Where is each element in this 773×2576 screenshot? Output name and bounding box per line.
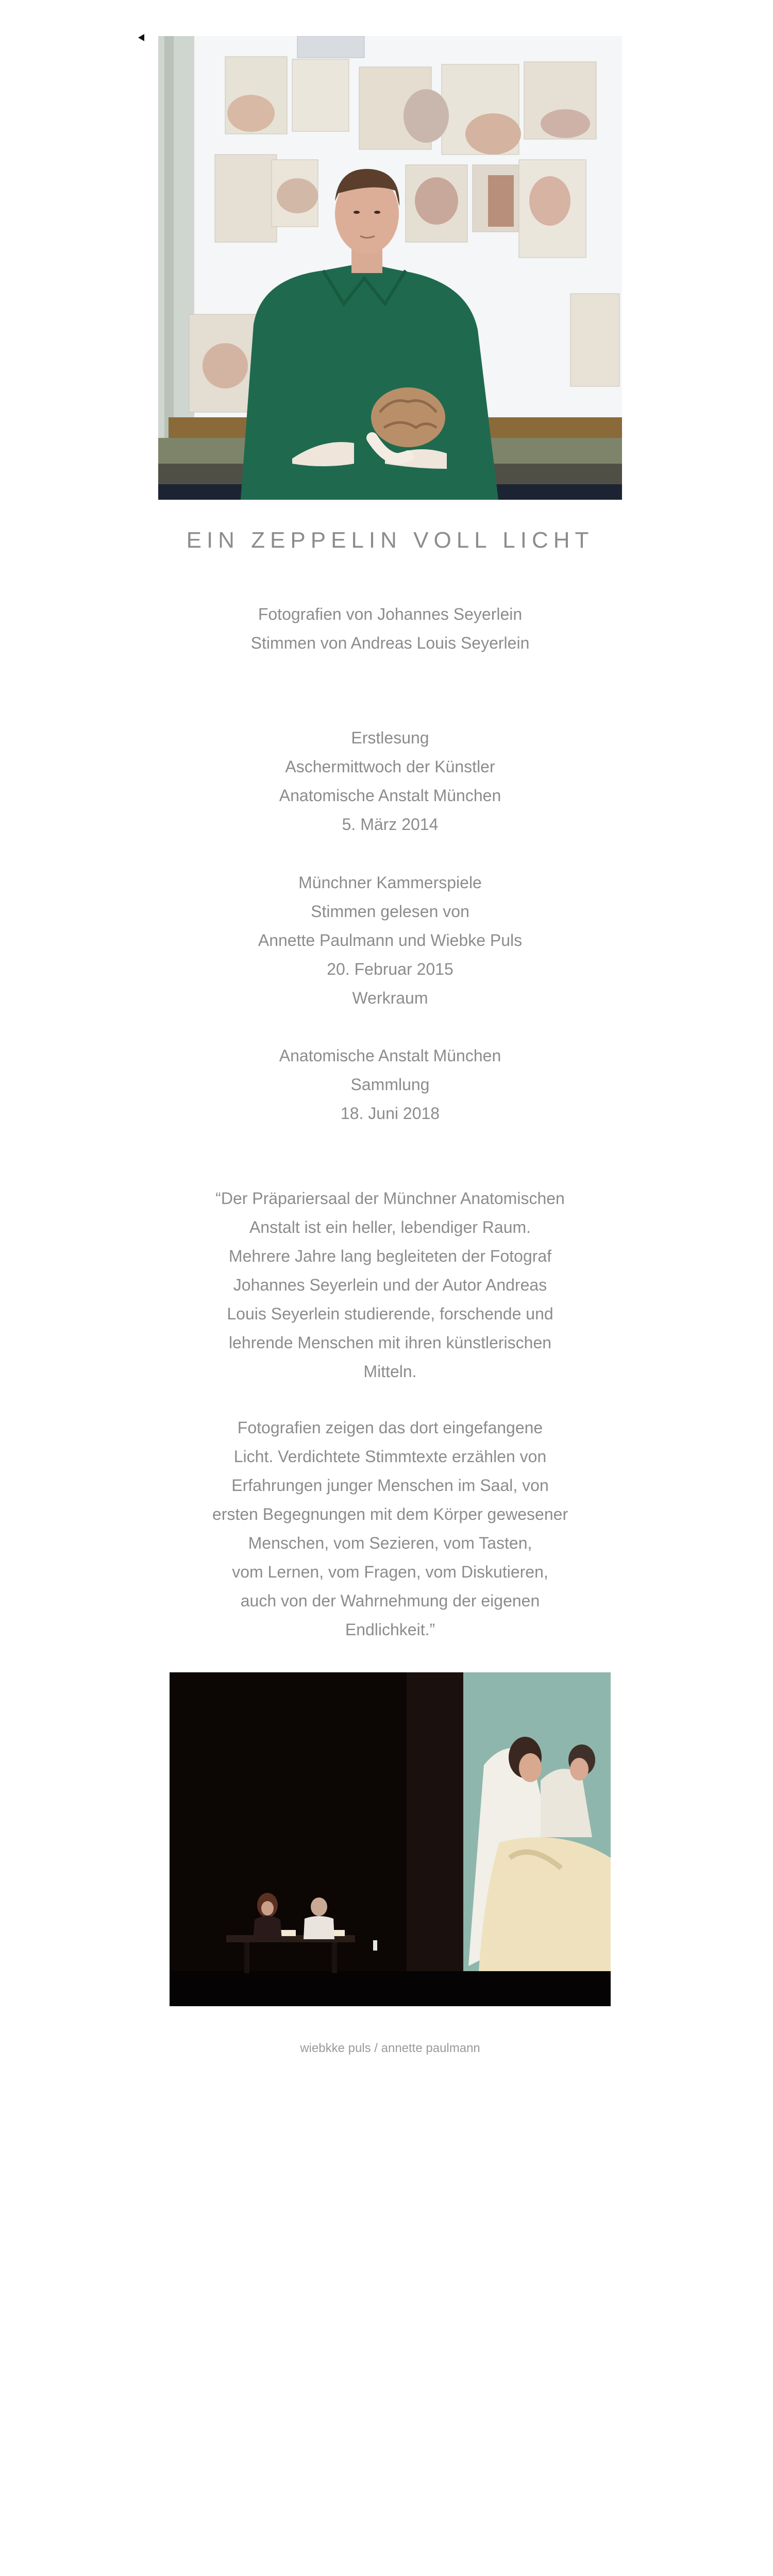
quote-line: Anstalt ist ein heller, lebendiger Raum. [249, 1218, 531, 1236]
quote-line: Endlichkeit.” [345, 1620, 435, 1639]
quote-line: Johannes Seyerlein und der Autor Andreas [233, 1276, 547, 1294]
quote-line: Fotografien zeigen das dort eingefangene [237, 1418, 543, 1437]
kammerspiele-date: 20. Februar 2015 [327, 960, 453, 978]
credits-photographer: Fotografien von Johannes Seyerlein [258, 605, 523, 623]
quote-line: Louis Seyerlein studierende, forschende und [227, 1304, 553, 1323]
credits [184, 600, 596, 657]
quote-paragraph-1 [184, 1184, 596, 1386]
premiere-label: Erstlesung [351, 728, 429, 747]
kammerspiele-room: Werkraum [352, 989, 428, 1007]
anatomie-room: Sammlung [350, 1075, 430, 1094]
premiere-date: 5. März 2014 [342, 815, 439, 834]
photo-caption: wiebkke puls / annette paulmann [300, 2041, 480, 2055]
quote-line: Menschen, vom Sezieren, vom Tasten, [248, 1534, 532, 1552]
kammerspiele-venue: Münchner Kammerspiele [298, 873, 482, 892]
anatomie-info [184, 1041, 596, 1128]
credits-voices: Stimmen von Andreas Louis Seyerlein [250, 634, 530, 652]
quote-line: Mitteln. [363, 1362, 417, 1381]
back-arrow-icon[interactable] [138, 34, 144, 41]
kammerspiele-line1: Stimmen gelesen von [311, 902, 469, 921]
hero-photo [158, 36, 622, 500]
quote-line: Mehrere Jahre lang begleiteten der Fotograf [228, 1247, 552, 1265]
kammerspiele-readers: Annette Paulmann und Wiebke Puls [258, 931, 523, 950]
quote-line: Erfahrungen junger Menschen im Saal, von [231, 1476, 549, 1495]
anatomie-venue: Anatomische Anstalt München [279, 1046, 501, 1065]
kammerspiele-info [184, 868, 596, 1012]
page-title: EIN ZEPPELIN VOLL LICHT [186, 528, 594, 553]
stage-photo [170, 1672, 611, 2006]
anatomie-date: 18. Juni 2018 [340, 1104, 440, 1123]
quote-line: “Der Präpariersaal der Münchner Anatomischen [215, 1189, 565, 1208]
premiere-event: Aschermittwoch der Künstler [285, 757, 495, 776]
quote-line: Licht. Verdichtete Stimmtexte erzählen von [233, 1447, 547, 1466]
quote-line: lehrende Menschen mit ihren künstlerischen [228, 1333, 552, 1352]
quote-paragraph-2 [184, 1413, 596, 1644]
quote-line: vom Lernen, vom Fragen, vom Diskutieren, [232, 1563, 548, 1581]
quote-line: ersten Begegnungen mit dem Körper gewesener [212, 1505, 568, 1523]
premiere-info [184, 723, 596, 839]
premiere-venue: Anatomische Anstalt München [279, 786, 501, 805]
quote-line: auch von der Wahrnehmung der eigenen [240, 1591, 540, 1610]
